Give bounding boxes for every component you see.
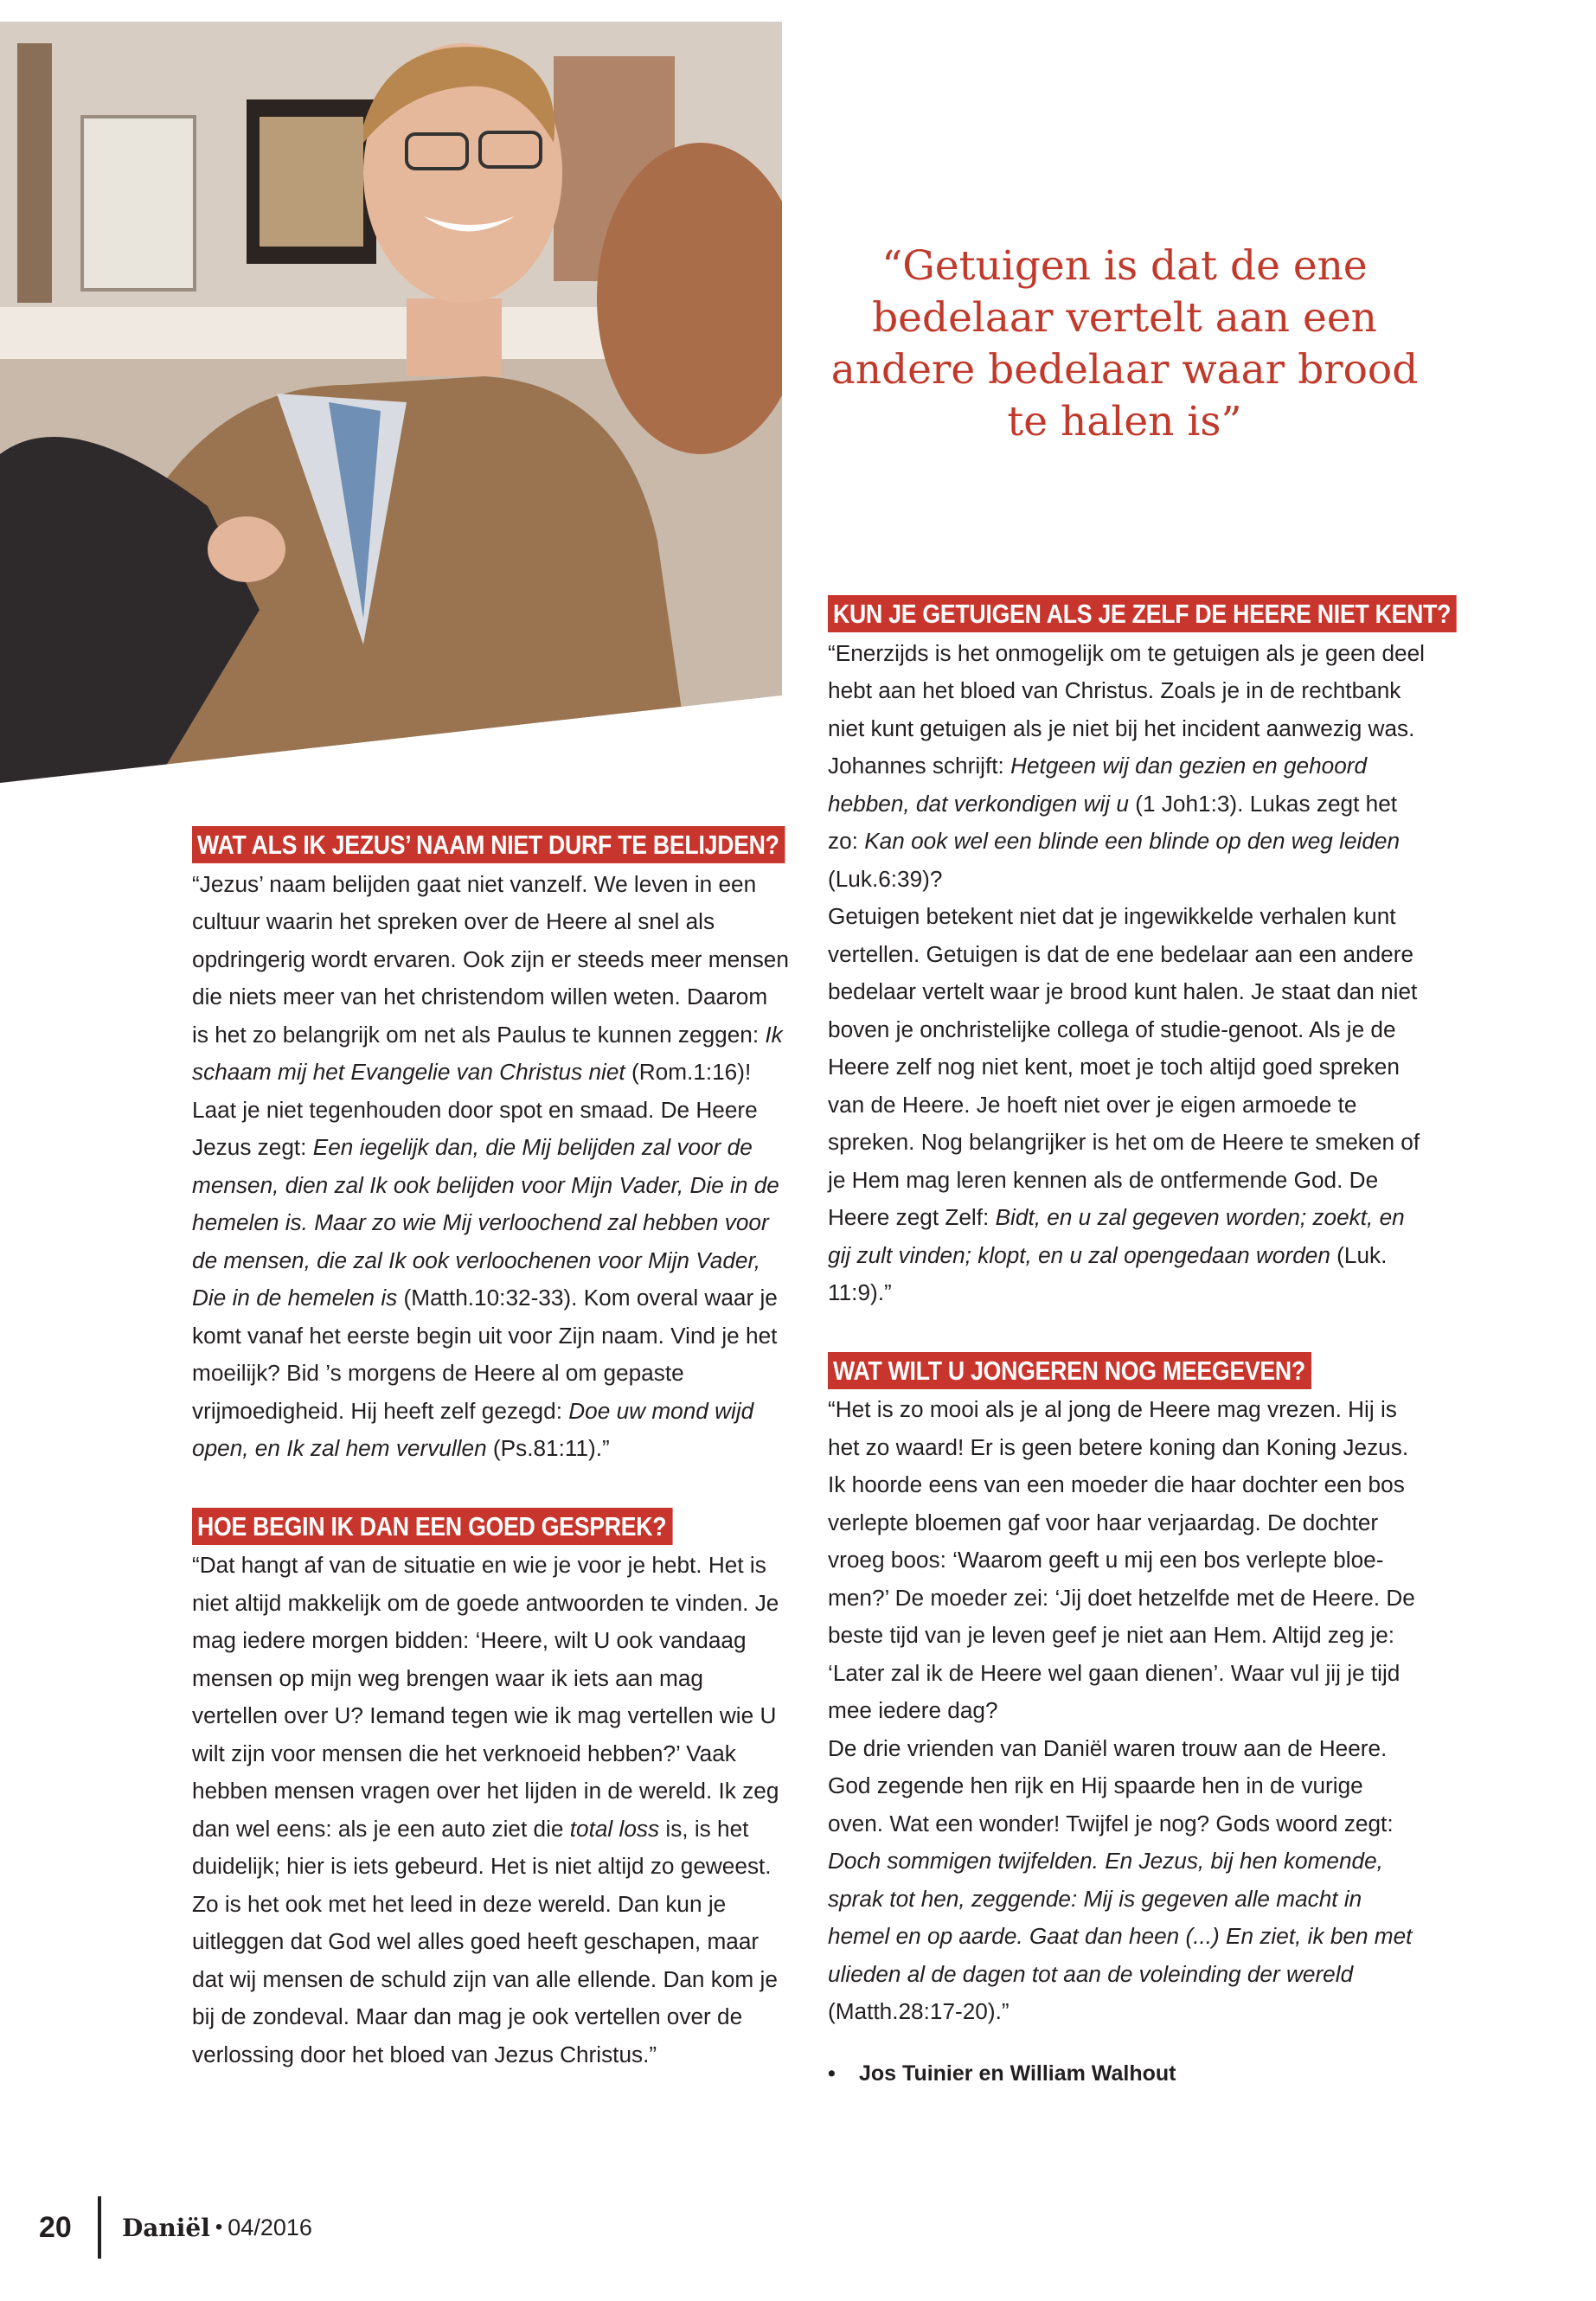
issue-number: 04/2016: [228, 2214, 312, 2240]
text-run: (Luk. 11:9).”: [828, 1241, 1388, 1305]
answer-witness: [828, 635, 1425, 1312]
answer-conversation: [192, 1547, 789, 2073]
section-heading-witness: KUN JE GETUIGEN ALS JE ZELF DE HEERE NIET KENT?: [828, 595, 1457, 632]
text-run: “Enerzijds is het onmogelijk om te getuigen als je geen deel hebt aan het bloed van Christus. Zoals je in de rechtbank niet kunt getuigen als je niet bij het incident aanwezig was. Johannes schrijft:: [828, 639, 1426, 779]
pull-quote-line: bedelaar vertelt aan een: [872, 294, 1377, 342]
bible-quote: Doe uw mond wijd open, en Ik zal hem vervullen: [192, 1397, 754, 1461]
page-footer: [39, 2197, 312, 2258]
text-run: (Ps.81:11).”: [486, 1435, 610, 1461]
answer-confess: [192, 866, 789, 1468]
interview-photo: [0, 22, 782, 783]
text-run: “Dat hangt af van de situatie en wie je voor je hebt. Het is niet altijd makkelijk om de goede antwoorden te vinden. Je mag iedere morgen bidden: ‘Heere, wilt U ook vandaag mensen op mijn weg brengen waar ik iets aan mag vertellen over U? Iemand tegen wie ik mag vertellen wie U wilt zijn voor mensen die het verknoeid hebben?’ Vaak hebben mensen vragen over het lijden in de wereld. Ik zeg dan wel eens: als je een auto ziet die: [192, 1552, 779, 1842]
text-run: (1 Joh1:3). Lukas zegt het zo:: [828, 790, 1398, 854]
text-run: (Matth.10:32-33). Kom overal waar je komt vanaf het eerste begin uit voor Zijn naam. Vind je het moeilijk? Bid ’s morgens de Heere al om gepaste vrijmoedigheid. Hij heeft zelf gezegd:: [192, 1285, 778, 1424]
answer-youth: [828, 1391, 1425, 2031]
page-number: 20: [39, 2210, 72, 2244]
paragraph: [192, 866, 789, 1468]
photo-illustration: [0, 22, 782, 783]
paragraph: [828, 1730, 1425, 2031]
emphasis: total loss: [569, 1815, 660, 1842]
right-column: [828, 595, 1452, 2093]
bible-quote: Een iegelijk dan, die Mij belijden zal voor de mensen, dien zal Ik ook belijden voor Mijn Vader, Die in de hemelen is. Maar zo wie Mij verloochend zal hebben voor de mensen, die zal Ik ook verloochenen voor Mijn Vader, Die in de hemelen is: [192, 1134, 779, 1311]
text-run: Getuigen betekent niet dat je ingewikkelde verhalen kunt vertellen. Getuigen is dat de ene bedelaar aan een andere bedelaar vertelt waar je brood kunt halen. Je staat dan niet boven je onchristelijke collega of studie-genoot. Als je de Heere zelf nog niet kent, moet je toch altijd goed spreken van de Heere. Je hoeft niet over je eigen armoede te spreken. Nog belangrijker is het om de Heere te smeken of je Hem mag leren kennen als de ontfermende God. De Heere zegt Zelf:: [828, 903, 1420, 1230]
bible-quote: Ik schaam mij het Evangelie van Christus niet: [192, 1021, 783, 1085]
author-names: Jos Tuinier en William Walhout: [859, 2061, 1176, 2086]
bullet-icon: •: [828, 2061, 836, 2086]
paragraph: [828, 1391, 1425, 1730]
pull-quote-line: te halen is”: [1007, 398, 1242, 445]
bible-quote: Hetgeen wij dan gezien en gehoord hebben, dat verkondigen wij u: [828, 753, 1368, 817]
paragraph: [192, 1547, 789, 2073]
bible-quote: Doch sommigen twijfelden. En Jezus, bij hen komende, sprak tot hen, zeggende: Mij is gegeven alle macht in hemel en op aarde. Gaat dan heen (...) En ziet, ik ben met ulieden al de dagen tot aan de voleinding der wereld: [828, 1848, 1413, 1987]
magazine-title: Daniël: [122, 2213, 210, 2242]
paragraph: [828, 635, 1425, 899]
footer-divider: [98, 2196, 101, 2259]
section-heading-confess: WAT ALS IK JEZUS’ NAAM NIET DURF TE BELIJDEN?: [192, 826, 785, 863]
separator-dot: •: [215, 2215, 223, 2239]
text-run: is, is het duidelijk; hier is iets gebeurd. Het is niet altijd zo geweest. Zo is het ook met het leed in deze wereld. Dan kun je uitleggen dat God wel alles goed heeft geschapen, maar dat wij mensen de schuld zijn van alle ellende. Dan kom je bij de zondeval. Maar dan mag je ook vertellen over de verlossing door het bloed van Jezus Christus.”: [192, 1815, 778, 2067]
section-heading-youth: WAT WILT U JONGEREN NOG MEEGEVEN?: [828, 1352, 1311, 1389]
bible-quote: Bidt, en u zal gegeven worden; zoekt, en gij zult vinden; klopt, en u zal opengedaan worden: [828, 1204, 1405, 1268]
pull-quote: [830, 240, 1419, 448]
text-run: (Rom.1:16)! Laat je niet tegenhouden door spot en smaad. De Heere Jezus zegt:: [192, 1059, 758, 1160]
section-heading-conversation: HOE BEGIN IK DAN EEN GOED GESPREK?: [192, 1508, 672, 1545]
pull-quote-line: andere bedelaar waar brood: [830, 346, 1419, 394]
text-run: De drie vrienden van Daniël waren trouw aan de Heere. God zegende hen rijk en Hij spaarde hen in de vurige oven. Wat een wonder! Twijfel je nog? Gods woord zegt:: [828, 1734, 1394, 1836]
text-run: “Het is zo mooi als je al jong de Heere mag vrezen. Hij is het zo waard! Er is geen betere koning dan Koning Jezus. Ik hoorde eens van een moeder die haar dochter een bos verlepte bloemen gaf voor haar verjaardag. De dochter vroeg boos: ‘Waarom geeft u mij een bos verlepte bloe-men?’ De moeder zei: ‘Jij doet hetzelfde met de Heere. De beste tijd van je leven geef je niet aan Hem. Altijd zeg je: ‘Later zal ik de Heere wel gaan dienen’. Waar vul jij je tijd mee iedere dag?: [828, 1396, 1415, 1723]
bible-quote: Kan ook wel een blinde een blinde op den weg leiden: [864, 828, 1401, 854]
paragraph: [828, 898, 1425, 1312]
pull-quote-line: “Getuigen is dat de ene: [881, 242, 1368, 290]
left-column: [192, 826, 789, 2073]
text-run: “Jezus’ naam belijden gaat niet vanzelf. We leven in een cultuur waarin het spreken over de Heere al snel als opdringerig wordt ervaren. Ook zijn er steeds meer mensen die niets meer van het christendom willen weten. Daarom is het zo belangrijk om net als Paulus te kunnen zeggen:: [192, 870, 789, 1048]
text-run: (Matth.28:17-20).”: [828, 1998, 1010, 2024]
text-run: (Luk.6:39)?: [828, 865, 943, 892]
author-byline: [828, 2055, 1425, 2093]
